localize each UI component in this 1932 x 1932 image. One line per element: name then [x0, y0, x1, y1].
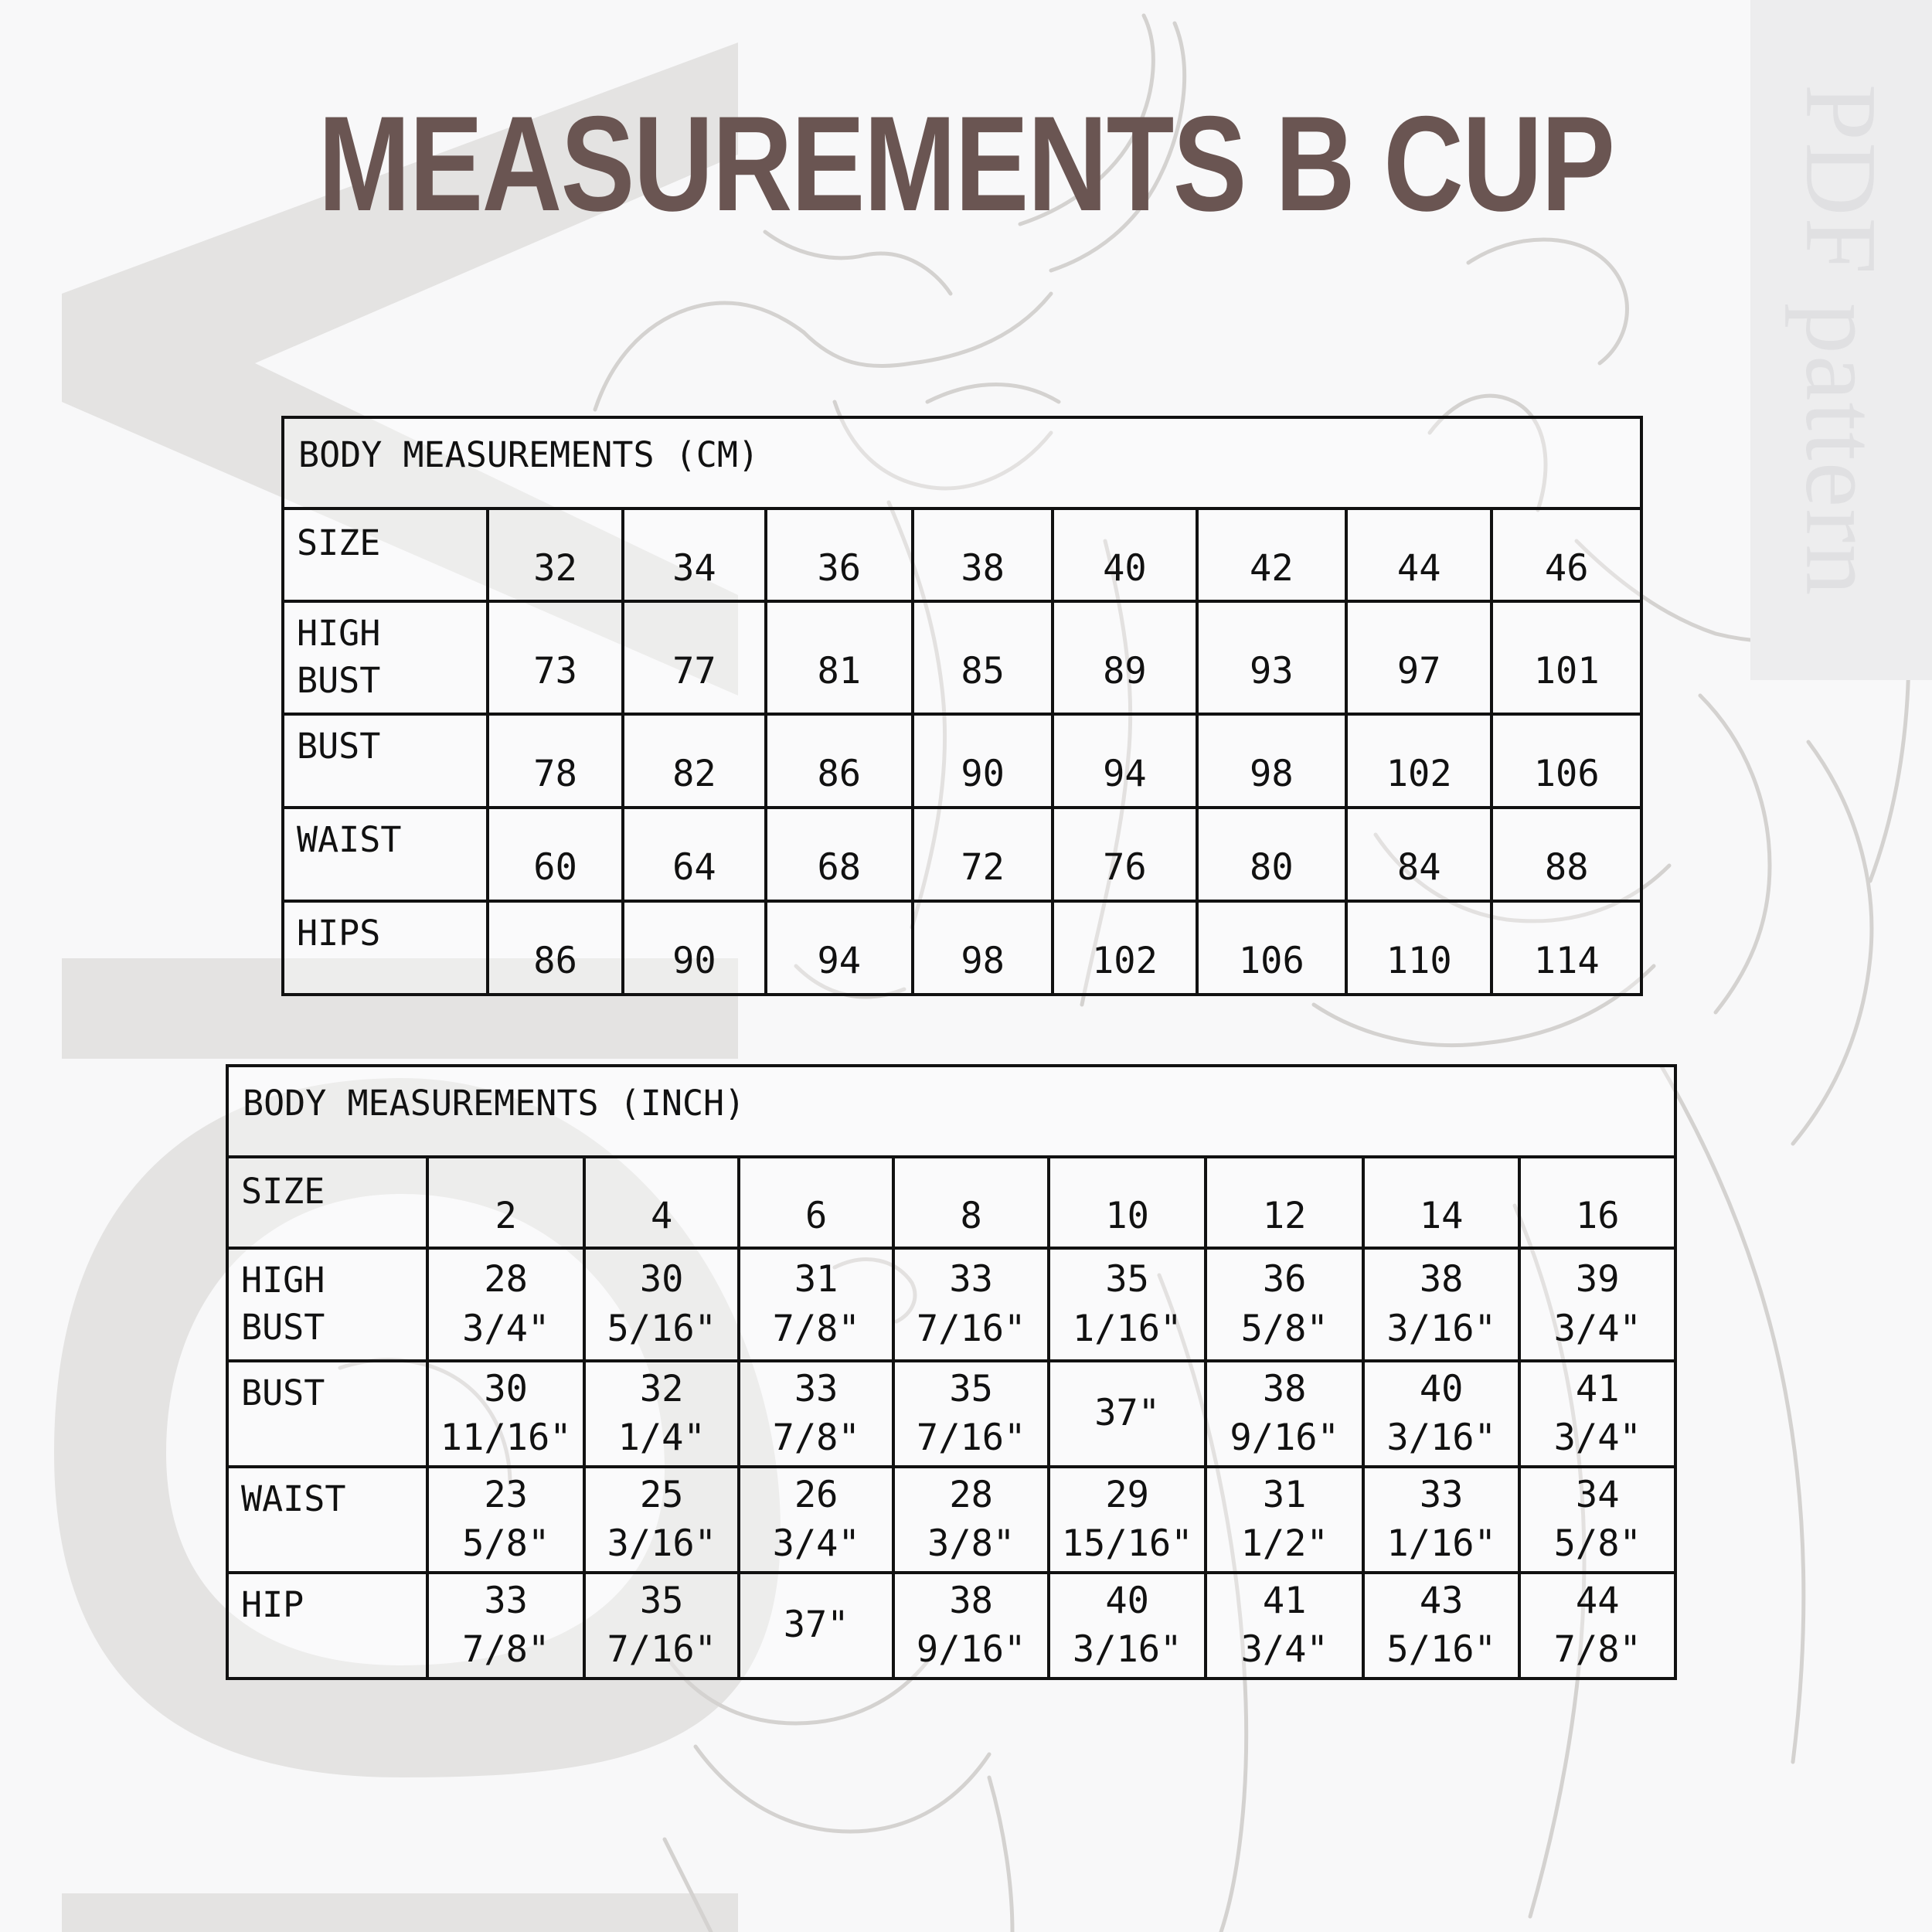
measurement-value: 114 — [1533, 940, 1600, 983]
size-header-cell — [913, 509, 1053, 601]
measurement-value: 26 — [794, 1473, 838, 1516]
measurement-value: 35 — [639, 1579, 684, 1622]
size-value: 42 — [1250, 547, 1294, 590]
measurement-value: 102 — [1092, 940, 1158, 983]
size-value: 46 — [1544, 547, 1589, 590]
measurement-value: 5/16" — [607, 1307, 716, 1350]
measurement-cell — [893, 1467, 1048, 1573]
size-header-cell — [739, 1157, 893, 1248]
size-value: 32 — [533, 547, 577, 590]
measurement-cell — [739, 1361, 893, 1467]
row-label — [283, 901, 488, 995]
measurement-cell — [1363, 1361, 1520, 1467]
measurement-value: 9/16" — [916, 1628, 1026, 1671]
measurement-value: 43 — [1419, 1579, 1464, 1622]
size-value: 16 — [1575, 1195, 1620, 1238]
measurement-cell — [1492, 901, 1641, 995]
measurement-value: 7/8" — [772, 1417, 860, 1459]
measurement-value: 101 — [1533, 650, 1600, 693]
measurement-value: 33 — [794, 1367, 838, 1410]
measurement-cell — [427, 1573, 585, 1679]
side-tab-label — [1750, 0, 1932, 680]
size-header-cell — [584, 1157, 738, 1248]
measurement-value: 9/16" — [1230, 1417, 1339, 1459]
measurement-cell — [1053, 601, 1196, 714]
logo-bar-bottom — [62, 1893, 738, 1932]
measurement-value: 98 — [1250, 753, 1294, 796]
size-header-cell — [1519, 1157, 1675, 1248]
measurement-value: 1/16" — [1386, 1522, 1496, 1565]
row-label-line: BUST — [241, 1372, 325, 1413]
size-value: 4 — [651, 1195, 673, 1238]
measurement-value: 25 — [639, 1473, 684, 1516]
measurement-row — [283, 714, 1641, 808]
measurement-value: 41 — [1575, 1367, 1620, 1410]
measurement-value: 82 — [672, 753, 716, 796]
measurement-cell — [1346, 901, 1492, 995]
measurement-cell — [623, 714, 765, 808]
table-caption: BODY MEASUREMENTS (INCH) — [227, 1066, 1675, 1157]
measurement-cell — [1363, 1573, 1520, 1679]
measurement-cell — [623, 901, 765, 995]
row-label-line: HIPS — [297, 912, 381, 954]
measurement-row — [283, 901, 1641, 995]
size-header-cell — [1346, 509, 1492, 601]
measurement-cell — [488, 901, 623, 995]
measurement-value: 35 — [949, 1367, 993, 1410]
measurement-value: 32 — [639, 1367, 684, 1410]
measurement-cell — [1519, 1361, 1675, 1467]
measurement-cell — [893, 1361, 1048, 1467]
row-label-line: BUST — [241, 1306, 325, 1348]
measurement-value: 102 — [1386, 753, 1452, 796]
measurement-value: 3/4" — [1240, 1628, 1328, 1671]
size-header-cell — [1492, 509, 1641, 601]
measurement-value: 28 — [484, 1258, 528, 1301]
measurement-cell — [739, 1573, 893, 1679]
measurement-value: 33 — [484, 1579, 528, 1622]
measurement-row — [283, 601, 1641, 714]
measurement-cell — [1049, 1361, 1206, 1467]
measurement-cell — [488, 808, 623, 901]
measurement-cell — [1346, 601, 1492, 714]
measurement-value: 97 — [1396, 650, 1441, 693]
measurement-cell — [1206, 1248, 1363, 1361]
measurement-value: 36 — [1262, 1258, 1307, 1301]
row-label-line: BUST — [297, 659, 381, 701]
table-caption: BODY MEASUREMENTS (CM) — [283, 417, 1641, 509]
measurement-cell — [623, 808, 765, 901]
measurement-row — [227, 1361, 1675, 1467]
measurement-value: 60 — [533, 846, 577, 889]
measurement-row — [227, 1467, 1675, 1573]
measurement-value: 7/16" — [916, 1417, 1026, 1459]
measurement-cell — [913, 901, 1053, 995]
measurement-cell — [1492, 808, 1641, 901]
size-header-cell — [623, 509, 765, 601]
measurement-cell — [1346, 714, 1492, 808]
row-label — [283, 714, 488, 808]
size-row — [283, 509, 1641, 601]
measurement-value: 37" — [783, 1604, 849, 1647]
size-header-cell — [1363, 1157, 1520, 1248]
size-header-cell — [1053, 509, 1196, 601]
measurement-value: 106 — [1533, 753, 1600, 796]
row-label — [227, 1361, 427, 1467]
measurement-cell — [1049, 1467, 1206, 1573]
size-header-cell — [766, 509, 913, 601]
row-label-line: WAIST — [297, 818, 402, 860]
measurement-cell — [623, 601, 765, 714]
measurement-value: 76 — [1103, 846, 1147, 889]
measurement-value: 33 — [949, 1258, 993, 1301]
measurement-cell — [1197, 601, 1346, 714]
measurement-value: 72 — [961, 846, 1005, 889]
size-value: 12 — [1262, 1195, 1307, 1238]
measurement-value: 86 — [533, 940, 577, 983]
measurement-cell — [1197, 901, 1346, 995]
measurement-cell — [1049, 1248, 1206, 1361]
measurement-cell — [766, 901, 913, 995]
size-value: 40 — [1103, 547, 1147, 590]
measurement-cell — [584, 1361, 738, 1467]
row-label — [283, 601, 488, 714]
measurement-value: 77 — [672, 650, 716, 693]
size-header-cell — [1197, 509, 1346, 601]
measurement-value: 11/16" — [440, 1417, 572, 1459]
measurement-value: 94 — [1103, 753, 1147, 796]
inch-measurements-table — [226, 1064, 1677, 1680]
measurement-cell — [893, 1248, 1048, 1361]
measurement-cell — [1519, 1248, 1675, 1361]
measurement-value: 80 — [1250, 846, 1294, 889]
measurement-cell — [427, 1361, 585, 1467]
measurement-value: 44 — [1575, 1579, 1620, 1622]
size-value: 14 — [1419, 1195, 1464, 1238]
measurement-value: 38 — [1262, 1367, 1307, 1410]
measurement-value: 90 — [672, 940, 716, 983]
row-label-line: BUST — [297, 725, 381, 767]
measurement-value: 1/16" — [1072, 1307, 1182, 1350]
measurement-value: 34 — [1575, 1473, 1620, 1516]
size-header-cell — [1206, 1157, 1363, 1248]
measurement-value: 40 — [1419, 1367, 1464, 1410]
measurement-value: 37" — [1094, 1392, 1161, 1435]
size-label: SIZE — [283, 509, 488, 601]
measurement-value: 106 — [1238, 940, 1304, 983]
measurement-cell — [893, 1573, 1048, 1679]
measurement-value: 1/4" — [617, 1417, 706, 1459]
measurement-value: 3/4" — [1553, 1307, 1641, 1350]
measurement-value: 3/8" — [927, 1522, 1015, 1565]
measurement-value: 3/16" — [1072, 1628, 1182, 1671]
measurement-value: 1/2" — [1240, 1522, 1328, 1565]
measurement-value: 73 — [533, 650, 577, 693]
measurement-value: 30 — [484, 1367, 528, 1410]
row-label-line: HIGH — [241, 1260, 325, 1301]
row-label — [283, 808, 488, 901]
size-header-cell — [427, 1157, 585, 1248]
measurement-value: 93 — [1250, 650, 1294, 693]
measurement-cell — [488, 601, 623, 714]
measurement-value: 90 — [961, 753, 1005, 796]
measurement-value: 110 — [1386, 940, 1452, 983]
size-header-cell — [893, 1157, 1048, 1248]
measurement-value: 84 — [1396, 846, 1441, 889]
measurement-value: 3/4" — [462, 1307, 550, 1350]
row-label-line: HIGH — [297, 613, 381, 654]
measurement-value: 98 — [961, 940, 1005, 983]
measurement-value: 3/4" — [772, 1522, 860, 1565]
measurement-value: 5/8" — [1553, 1522, 1641, 1565]
measurement-cell — [427, 1248, 585, 1361]
row-label — [227, 1573, 427, 1679]
measurement-cell — [913, 808, 1053, 901]
measurement-value: 94 — [817, 940, 862, 983]
measurement-row — [283, 808, 1641, 901]
measurement-cell — [1363, 1248, 1520, 1361]
measurement-cell — [1519, 1573, 1675, 1679]
measurement-value: 86 — [817, 753, 862, 796]
row-label — [227, 1467, 427, 1573]
measurement-cell — [739, 1467, 893, 1573]
row-label-line: HIP — [241, 1583, 304, 1625]
size-value: 36 — [817, 547, 862, 590]
measurement-cell — [766, 808, 913, 901]
measurement-value: 68 — [817, 846, 862, 889]
measurement-cell — [1053, 808, 1196, 901]
size-row — [227, 1157, 1675, 1248]
size-value: 8 — [960, 1195, 982, 1238]
measurement-value: 7/16" — [607, 1628, 716, 1671]
measurement-cell — [1053, 714, 1196, 808]
measurement-cell — [766, 601, 913, 714]
measurement-row — [227, 1248, 1675, 1361]
measurement-cell — [913, 714, 1053, 808]
measurement-value: 7/8" — [772, 1307, 860, 1350]
measurement-value: 38 — [1419, 1258, 1464, 1301]
row-label — [227, 1248, 427, 1361]
page-title: MEASUREMENTS B CUP — [318, 89, 1614, 240]
measurement-value: 3/16" — [607, 1522, 716, 1565]
measurement-cell — [1197, 808, 1346, 901]
measurement-value: 5/8" — [462, 1522, 550, 1565]
row-label-line: WAIST — [241, 1478, 346, 1519]
size-header-cell — [488, 509, 623, 601]
cm-measurements-table — [281, 416, 1643, 996]
measurement-value: 39 — [1575, 1258, 1620, 1301]
measurement-value: 31 — [1262, 1473, 1307, 1516]
measurement-cell — [1363, 1467, 1520, 1573]
measurement-value: 3/16" — [1386, 1417, 1496, 1459]
side-tab-text: PDF pattern — [1784, 83, 1899, 597]
measurement-value: 88 — [1544, 846, 1589, 889]
measurement-cell — [584, 1467, 738, 1573]
size-value: 34 — [672, 547, 716, 590]
measurement-cell — [1049, 1573, 1206, 1679]
size-label: SIZE — [227, 1157, 427, 1248]
measurement-value: 64 — [672, 846, 716, 889]
measurement-value: 29 — [1105, 1473, 1149, 1516]
measurement-cell — [1346, 808, 1492, 901]
measurement-value: 7/16" — [916, 1307, 1026, 1350]
measurement-value: 38 — [949, 1579, 993, 1622]
measurement-value: 7/8" — [1553, 1628, 1641, 1671]
measurement-value: 30 — [639, 1258, 684, 1301]
measurement-cell — [1206, 1467, 1363, 1573]
measurement-value: 78 — [533, 753, 577, 796]
measurement-cell — [584, 1248, 738, 1361]
size-value: 10 — [1105, 1195, 1149, 1238]
measurement-cell — [1492, 601, 1641, 714]
measurement-value: 3/4" — [1553, 1417, 1641, 1459]
measurement-cell — [1492, 714, 1641, 808]
measurement-cell — [739, 1248, 893, 1361]
measurement-cell — [427, 1467, 585, 1573]
size-value: 2 — [495, 1195, 517, 1238]
measurement-cell — [1197, 714, 1346, 808]
measurement-value: 15/16" — [1061, 1522, 1193, 1565]
measurement-cell — [766, 714, 913, 808]
size-header-cell — [1049, 1157, 1206, 1248]
measurement-value: 3/16" — [1386, 1307, 1496, 1350]
measurement-cell — [1519, 1467, 1675, 1573]
measurement-value: 5/16" — [1386, 1628, 1496, 1671]
size-value: 44 — [1396, 547, 1441, 590]
measurement-value: 33 — [1419, 1473, 1464, 1516]
measurement-cell — [488, 714, 623, 808]
measurement-cell — [1053, 901, 1196, 995]
size-value: 38 — [961, 547, 1005, 590]
measurement-row — [227, 1573, 1675, 1679]
measurement-cell — [913, 601, 1053, 714]
measurement-value: 23 — [484, 1473, 528, 1516]
measurement-cell — [1206, 1573, 1363, 1679]
size-value: 6 — [805, 1195, 828, 1238]
measurement-value: 5/8" — [1240, 1307, 1328, 1350]
measurement-value: 31 — [794, 1258, 838, 1301]
measurement-value: 89 — [1103, 650, 1147, 693]
measurement-cell — [1206, 1361, 1363, 1467]
measurement-cell — [584, 1573, 738, 1679]
measurement-value: 40 — [1105, 1579, 1149, 1622]
measurement-value: 28 — [949, 1473, 993, 1516]
measurement-value: 35 — [1105, 1258, 1149, 1301]
measurement-value: 7/8" — [462, 1628, 550, 1671]
measurement-value: 85 — [961, 650, 1005, 693]
measurement-value: 81 — [817, 650, 862, 693]
measurement-value: 41 — [1262, 1579, 1307, 1622]
